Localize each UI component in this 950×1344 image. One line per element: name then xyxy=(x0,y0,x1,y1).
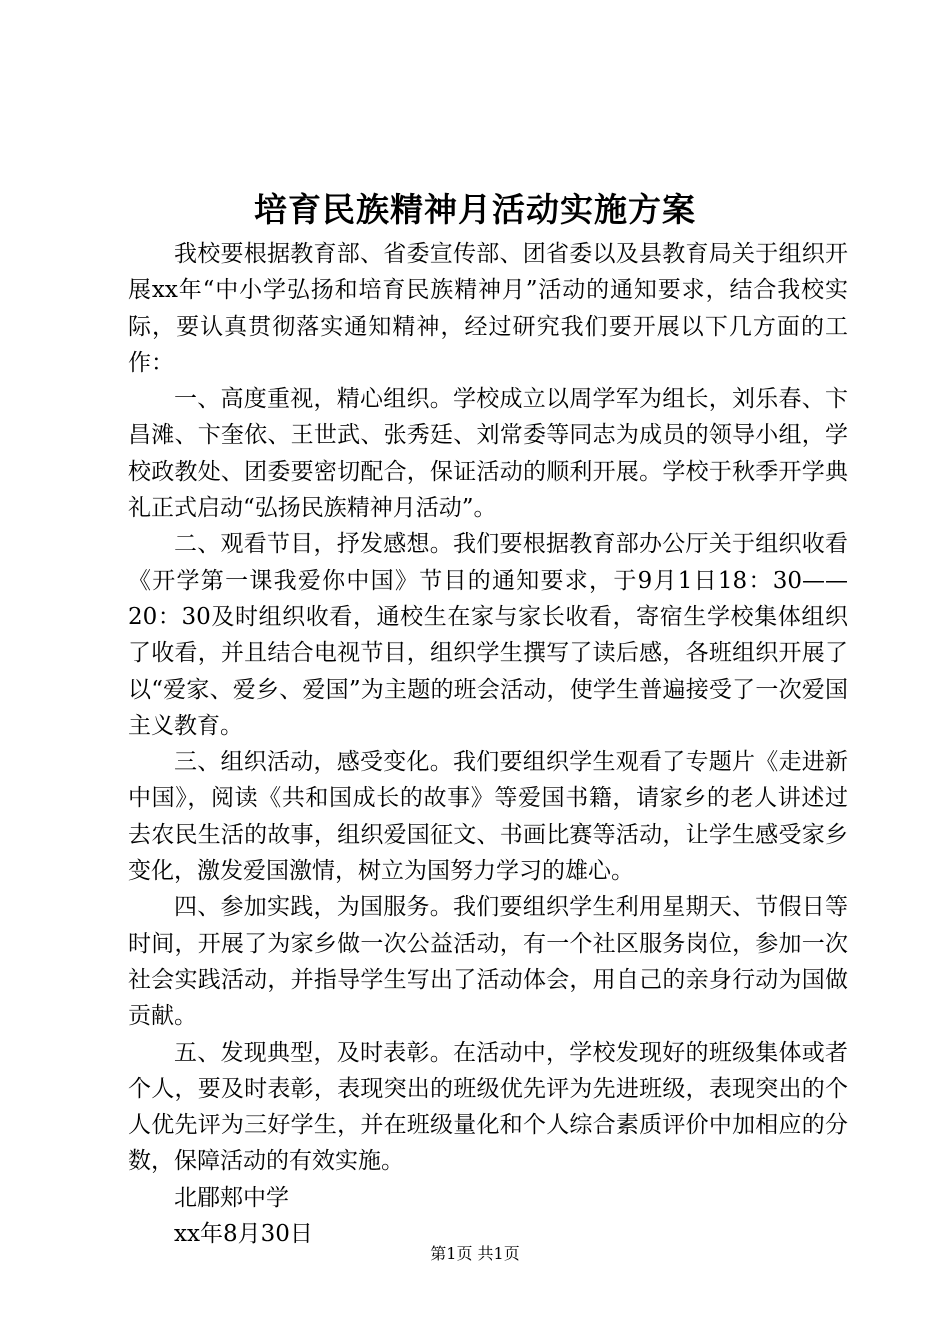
signature-date: xx年8月30日 xyxy=(174,1221,313,1248)
document-body xyxy=(128,236,848,1252)
paragraph-section-4: 四、参加实践，为国服务。我们要组织学生利用星期天、节假日等时间，开展了为家乡做一次公益活动，有一个社区服务岗位，参加一次社会实践活动，并指导学生写出了活动体会，用自己的亲身行动为国做贡献。 xyxy=(128,894,848,1030)
signature-school: 北郿郏中学 xyxy=(174,1184,289,1211)
paragraph-section-2: 二、观看节目，抒发感想。我们要根据教育部办公厅关于组织收看《开学第一课我爱你中国》节目的通知要求，于9月1日18：30——20：30及时组织收看，通校生在家与家长收看，寄宿生学校集体组织了收看，并且结合电视节目，组织学生撰写了读后感，各班组织开展了以“爱家、爱乡、爱国”为主题的班会活动，使学生普遍接受了一次爱国主义教育。 xyxy=(128,531,848,739)
paragraph-section-5: 五、发现典型，及时表彰。在活动中，学校发现好的班级集体或者个人，要及时表彰，表现突出的班级优先评为先进班级，表现突出的个人优先评为三好学生，并在班级量化和个人综合素质评价中加相应的分数，保障活动的有效实施。 xyxy=(128,1039,848,1175)
paragraph-section-3: 三、组织活动，感受变化。我们要组织学生观看了专题片《走进新中国》，阅读《共和国成长的故事》等爱国书籍，请家乡的老人讲述过去农民生活的故事，组织爱国征文、书画比赛等活动，让学生感受家乡变化，激发爱国激情，树立为国努力学习的雄心。 xyxy=(128,749,848,885)
page-number-footer: 第1页 共1页 xyxy=(430,1244,520,1263)
paragraph-intro: 我校要根据教育部、省委宣传部、团省委以及县教育局关于组织开展xx年“中小学弘扬和培育民族精神月”活动的通知要求，结合我校实际，要认真贯彻落实通知精神，经过研究我们要开展以下几方面的工作： xyxy=(128,241,848,376)
document-title: 培育民族精神月活动实施方案 xyxy=(254,190,696,229)
paragraph-section-1: 一、高度重视，精心组织。学校成立以周学军为组长，刘乐春、卞昌滩、卞奎依、王世武、张秀廷、刘常委等同志为成员的领导小组，学校政教处、团委要密切配合，保证活动的顺利开展。学校于秋季开学典礼正式启动“弘扬民族精神月活动”。 xyxy=(128,386,848,522)
